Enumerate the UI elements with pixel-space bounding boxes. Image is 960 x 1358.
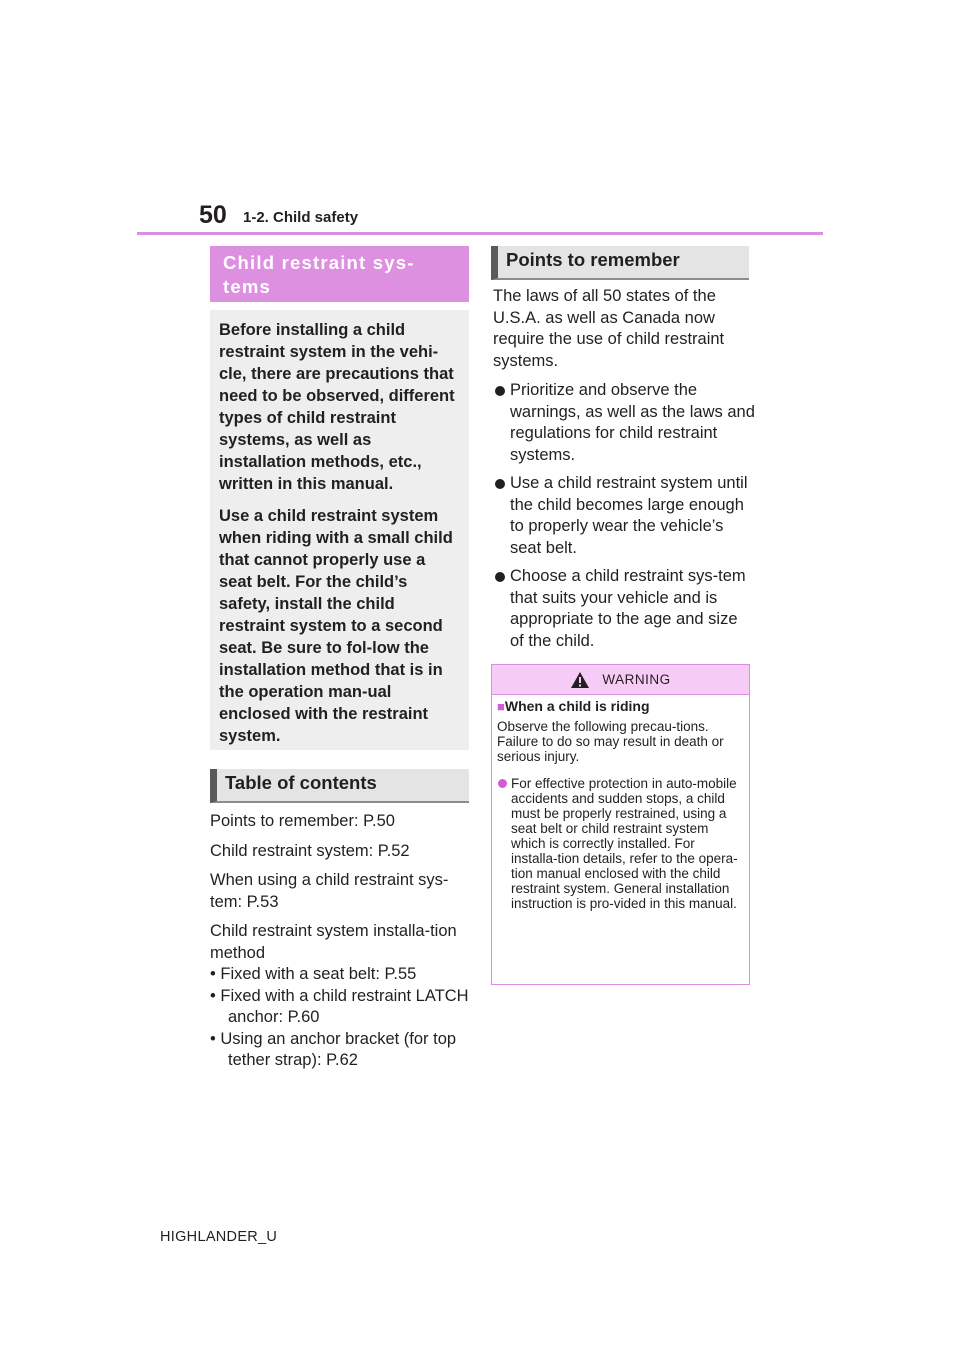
toc-heading: Table of contents: [210, 769, 469, 803]
list-item-text: Choose a child restraint sys-tem that suits your vehicle and is appropriate to the age and size of the child.: [510, 567, 746, 650]
bullet-icon: [495, 479, 505, 489]
warning-body: [492, 695, 749, 911]
warning-item: [497, 776, 743, 911]
warning-triangle-icon: [570, 671, 590, 689]
warning-subheading-text: When a child is riding: [504, 698, 650, 714]
child-restraint-heading: [210, 246, 469, 302]
warning-subheading: [497, 699, 743, 714]
page-number: 50: [199, 201, 227, 229]
toc-item-installation: Child restraint system installa-tion method: [210, 922, 457, 962]
section-title: 1-2. Child safety: [243, 209, 359, 226]
heading-line-2: tems: [223, 276, 271, 297]
points-heading: Points to remember: [491, 246, 749, 280]
list-item: [493, 566, 755, 652]
warning-item-text: For effective protection in auto-mobile accidents and sudden stops, a child must be properly restrained, using a seat belt or child restraint system which is correctly installed. For installa-tion details, refer to the opera-tion manual enclosed with the child restraint system. General installation instruction is pro-vided in this manual.: [511, 776, 738, 911]
toc-sub-seat-belt: • Fixed with a seat belt: P.55: [210, 965, 417, 983]
list-item: [493, 380, 755, 466]
bullet-icon: [498, 779, 507, 788]
toc-item-points: Points to remember: P.50: [210, 812, 395, 830]
toc-list: [210, 811, 472, 1072]
toc-sub-latch: • Fixed with a child restraint LATCH anchor: P.60: [210, 986, 469, 1026]
warning-line-1: Observe the following precau-tions.: [497, 719, 709, 734]
toc-sub-anchor: • Using an anchor bracket (for top tether strap): P.62: [210, 1029, 457, 1069]
intro-paragraph-1: Before installing a child restraint system in the vehi-cle, there are precautions that need to be observed, different types of child restraint systems, as well as installation methods, etc., written in this manual.: [219, 321, 455, 493]
footer-model: HIGHLANDER_U: [160, 1229, 278, 1245]
list-item: [493, 473, 755, 559]
intro-box: [210, 310, 469, 750]
warning-box: [491, 664, 750, 985]
warning-header: [492, 665, 749, 695]
header-divider: [137, 232, 823, 235]
list-item-text: Use a child restraint system until the child becomes large enough to properly wear the vehicle’s seat belt.: [510, 474, 748, 557]
points-intro: The laws of all 50 states of the U.S.A. as well as Canada now require the use of child restraint systems.: [493, 287, 725, 370]
toc-item-system: Child restraint system: P.52: [210, 841, 410, 860]
warning-line-2: Failure to do so may result in death or serious injury.: [497, 734, 724, 764]
bullet-icon: [495, 572, 505, 582]
heading-line-1: Child restraint sys-: [223, 252, 415, 273]
points-list: [493, 380, 755, 659]
square-bullet-icon: ■: [497, 699, 505, 714]
bullet-icon: [495, 386, 505, 396]
list-item-text: Prioritize and observe the warnings, as well as the laws and regulations for child restraint systems.: [510, 381, 755, 464]
warning-label: WARNING: [602, 672, 671, 687]
toc-item-using: When using a child restraint sys-tem: P.53: [210, 871, 449, 911]
intro-paragraph-2: Use a child restraint system when riding with a small child that cannot properly use a seat belt. For the child’s safety, install the child restraint system to a second seat. Be sure to fol-low the installation method that is in the operation man-ual enclosed with the restraint system.: [219, 507, 453, 745]
